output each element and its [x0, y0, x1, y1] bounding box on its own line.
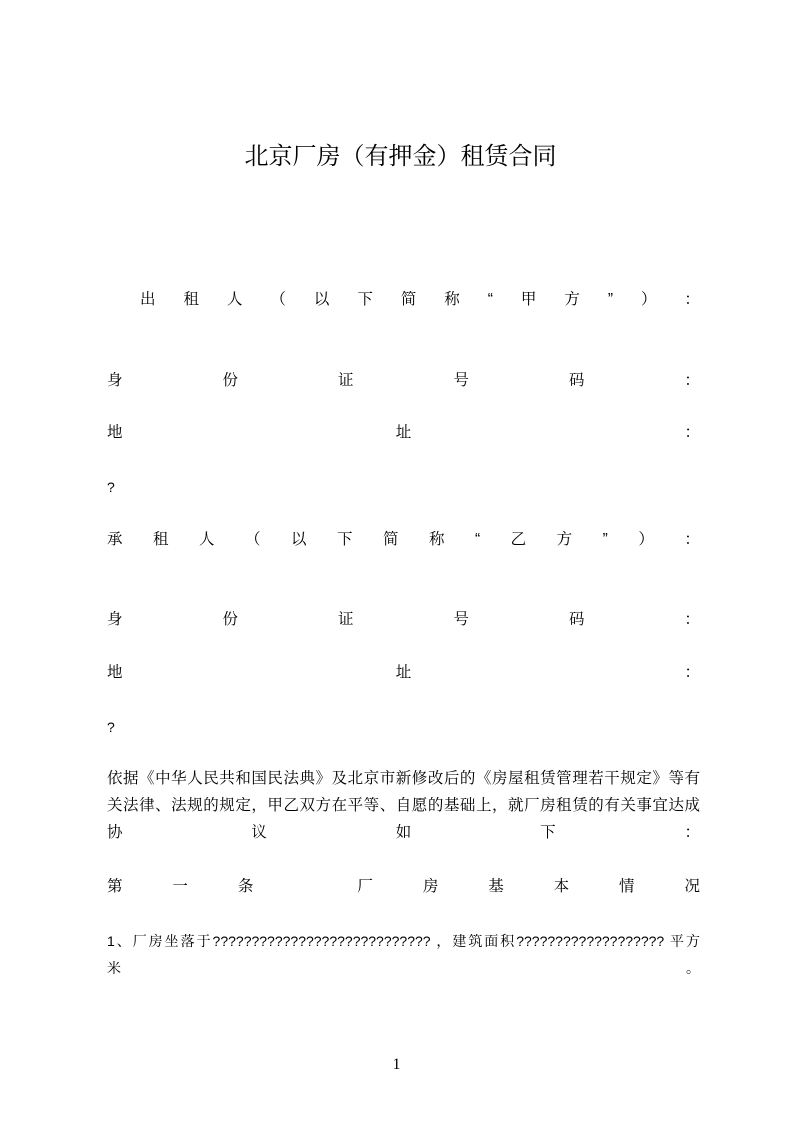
glyph: ： — [684, 372, 700, 389]
glyph: 码 — [568, 611, 585, 628]
lessee-heading — [107, 530, 700, 550]
glyph: 下 — [357, 291, 373, 308]
glyph: ： — [684, 664, 700, 681]
glyph: 第 — [107, 878, 123, 895]
glyph: ： — [684, 424, 700, 441]
glyph: 份 — [222, 372, 238, 389]
glyph: 出 — [140, 291, 156, 308]
preamble-line: 关法律、法规的规定，甲乙双方在平等、自愿的基础上，就厂房租赁的有关事宜达成 — [107, 797, 700, 814]
glyph: 本 — [553, 878, 570, 895]
lessee-address-blank: ? — [107, 719, 115, 735]
glyph: 议 — [251, 824, 267, 841]
glyph: 情 — [619, 878, 635, 895]
article-1-item-1-line: 1、厂房坐落于???????????????????????????? ，建筑面积??????????????????? 平方 — [107, 933, 700, 949]
glyph: 方 — [564, 291, 580, 308]
lessee-id-number-label — [107, 610, 700, 630]
preamble-line — [107, 823, 700, 843]
glyph: 称 — [444, 291, 460, 308]
glyph: 证 — [337, 611, 354, 628]
glyph: 址 — [395, 424, 412, 441]
glyph: 租 — [153, 531, 169, 548]
glyph: 承 — [107, 531, 123, 548]
glyph: ： — [684, 611, 700, 628]
glyph: ” — [602, 531, 608, 548]
glyph: 简 — [383, 531, 399, 548]
lessor-id-number-label — [107, 371, 700, 391]
glyph: 号 — [453, 372, 469, 389]
glyph: 证 — [337, 372, 354, 389]
glyph: 身 — [107, 611, 123, 628]
glyph: 下 — [337, 531, 353, 548]
page-number: 1 — [392, 1056, 401, 1073]
preamble-line: 依据《中华人民共和国民法典》及北京市新修改后的《房屋租赁管理若干规定》等有 — [107, 770, 700, 787]
lessor-address-blank: ? — [107, 479, 115, 495]
glyph: 地 — [107, 664, 123, 681]
glyph: ） — [638, 531, 654, 548]
lessee-address-label — [107, 663, 700, 683]
glyph: 以 — [291, 531, 307, 548]
glyph: 地 — [107, 424, 123, 441]
glyph: 简 — [400, 291, 417, 308]
glyph: 址 — [395, 664, 412, 681]
glyph: （ — [270, 291, 286, 308]
glyph: 人 — [226, 291, 243, 308]
glyph: 人 — [199, 531, 215, 548]
glyph: 份 — [222, 611, 238, 628]
glyph: 如 — [395, 824, 412, 841]
lessor-address-label — [107, 423, 700, 443]
glyph: ： — [684, 291, 700, 308]
glyph: “ — [475, 531, 481, 548]
glyph: 一 — [172, 878, 188, 895]
glyph: 米 — [107, 960, 121, 976]
glyph: 租 — [183, 291, 199, 308]
glyph: ） — [640, 291, 657, 308]
glyph: 称 — [429, 531, 445, 548]
glyph — [303, 877, 307, 897]
glyph: 基 — [488, 878, 504, 895]
glyph: 。 — [686, 960, 700, 976]
article-1-item-1-line — [107, 958, 700, 978]
glyph: ： — [684, 824, 700, 841]
glyph: 号 — [453, 611, 469, 628]
glyph: （ — [245, 531, 261, 548]
glyph: ： — [684, 531, 700, 548]
glyph: 条 — [237, 878, 254, 895]
glyph: “ — [487, 291, 493, 308]
glyph: 身 — [107, 372, 123, 389]
glyph: 况 — [684, 878, 700, 895]
glyph: 厂 — [357, 878, 373, 895]
article-1-heading — [107, 877, 700, 897]
glyph: 码 — [568, 372, 585, 389]
glyph: 协 — [107, 824, 123, 841]
glyph: 下 — [540, 824, 556, 841]
glyph: 方 — [556, 531, 573, 548]
glyph: ” — [607, 291, 613, 308]
glyph: 甲 — [520, 291, 537, 308]
glyph: 房 — [422, 878, 439, 895]
lessor-heading — [140, 290, 700, 310]
glyph: 乙 — [510, 531, 527, 548]
document-title: 北京厂房（有押金）租赁合同 — [244, 143, 557, 170]
glyph: 以 — [313, 291, 330, 308]
